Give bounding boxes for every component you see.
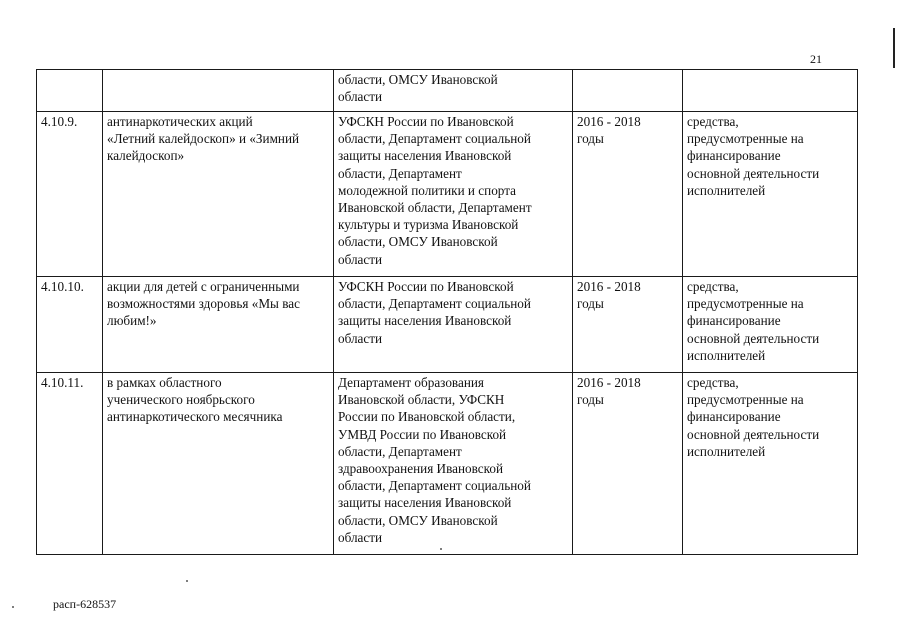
executors-line: Департамент образования bbox=[338, 375, 484, 390]
executors-line: области bbox=[338, 529, 383, 545]
table-row bbox=[37, 112, 858, 277]
row-number-cell: 4.10.9. bbox=[37, 112, 103, 277]
executors-line: области, Департамент bbox=[338, 443, 462, 459]
measure-name-line: антинаркотических акций bbox=[107, 114, 253, 129]
executors-line: России по Ивановской области, bbox=[338, 409, 516, 425]
measures-table bbox=[36, 69, 858, 555]
term-line: годы bbox=[577, 296, 604, 312]
funding-cell bbox=[683, 112, 858, 277]
term-line: 2016 - 2018 bbox=[577, 279, 641, 294]
executors-line: области, ОМСУ Ивановской bbox=[338, 512, 498, 528]
funding-cell bbox=[683, 373, 858, 555]
row-number-cell bbox=[37, 70, 103, 112]
executors-line: области, ОМСУ Ивановской bbox=[338, 234, 498, 250]
executors-cell bbox=[334, 70, 573, 112]
measure-name-cell bbox=[103, 70, 334, 112]
measure-name-cell bbox=[103, 277, 334, 373]
measure-name-line: антинаркотического месячника bbox=[107, 409, 283, 425]
page-number: 21 bbox=[810, 52, 822, 66]
funding-cell bbox=[683, 277, 858, 373]
funding-line: предусмотренные на bbox=[687, 296, 804, 312]
funding-line: финансирование bbox=[687, 148, 781, 164]
funding-line: предусмотренные на bbox=[687, 131, 804, 147]
funding-line: основной деятельности bbox=[687, 426, 820, 442]
term-cell bbox=[573, 277, 683, 373]
executors-line: области, Департамент социальной bbox=[338, 478, 531, 494]
funding-line: средства, bbox=[687, 114, 739, 129]
term-line: годы bbox=[577, 131, 604, 147]
funding-line: предусмотренные на bbox=[687, 392, 804, 408]
measure-name-cell bbox=[103, 112, 334, 277]
executors-line: УМВД России по Ивановской bbox=[338, 426, 507, 442]
measure-name-line: ученического ноябрьского bbox=[107, 392, 255, 408]
term-cell bbox=[573, 112, 683, 277]
measure-name-line: акции для детей с ограниченными bbox=[107, 279, 300, 294]
executors-line: области, Департамент социальной bbox=[338, 296, 531, 312]
funding-line: основной деятельности bbox=[687, 165, 820, 181]
term-line: годы bbox=[577, 392, 604, 408]
executors-line: области bbox=[338, 330, 383, 346]
funding-line: финансирование bbox=[687, 313, 781, 329]
funding-line: основной деятельности bbox=[687, 330, 820, 346]
scan-speck bbox=[186, 580, 188, 582]
term-cell bbox=[573, 70, 683, 112]
table-row bbox=[37, 70, 858, 112]
funding-line: средства, bbox=[687, 375, 739, 390]
scan-speck bbox=[440, 548, 442, 550]
executors-line: Ивановской области, Департамент bbox=[338, 200, 532, 216]
executors-line: защиты населения Ивановской bbox=[338, 313, 512, 329]
scan-edge-mark bbox=[893, 28, 895, 68]
measure-name-line: калейдоскоп» bbox=[107, 148, 185, 164]
funding-cell bbox=[683, 70, 858, 112]
executors-line: культуры и туризма Ивановской bbox=[338, 217, 519, 233]
executors-cell bbox=[334, 112, 573, 277]
funding-line: исполнителей bbox=[687, 182, 766, 198]
measure-name-cell bbox=[103, 373, 334, 555]
executors-line: УФСКН России по Ивановской bbox=[338, 114, 514, 129]
executors-line: защиты населения Ивановской bbox=[338, 495, 512, 511]
document-code: расп-628537 bbox=[53, 597, 117, 611]
executors-line: области bbox=[338, 251, 383, 267]
executors-cell bbox=[334, 277, 573, 373]
funding-line: средства, bbox=[687, 279, 739, 294]
executors-line: УФСКН России по Ивановской bbox=[338, 279, 514, 294]
executors-line: молодежной политики и спорта bbox=[338, 182, 516, 198]
executors-line: области, Департамент bbox=[338, 165, 462, 181]
measure-name-line: возможностями здоровья «Мы вас bbox=[107, 296, 300, 312]
executors-line: Ивановской области, УФСКН bbox=[338, 392, 505, 408]
measure-name-line: в рамках областного bbox=[107, 375, 222, 390]
term-line: 2016 - 2018 bbox=[577, 375, 641, 390]
table-row bbox=[37, 373, 858, 555]
executors-line: защиты населения Ивановской bbox=[338, 148, 512, 164]
funding-line: исполнителей bbox=[687, 347, 766, 363]
executors-line: здравоохранения Ивановской bbox=[338, 461, 504, 477]
measure-name-line: любим!» bbox=[107, 313, 157, 329]
funding-line: исполнителей bbox=[687, 443, 766, 459]
executors-line: области, Департамент социальной bbox=[338, 131, 531, 147]
funding-line: финансирование bbox=[687, 409, 781, 425]
row-number-cell: 4.10.10. bbox=[37, 277, 103, 373]
scan-speck bbox=[12, 606, 14, 608]
executors-line: области, ОМСУ Ивановской bbox=[338, 72, 498, 87]
term-cell bbox=[573, 373, 683, 555]
executors-cell bbox=[334, 373, 573, 555]
executors-line: области bbox=[338, 89, 383, 105]
row-number-cell: 4.10.11. bbox=[37, 373, 103, 555]
term-line: 2016 - 2018 bbox=[577, 114, 641, 129]
table-row bbox=[37, 277, 858, 373]
measure-name-line: «Летний калейдоскоп» и «Зимний bbox=[107, 131, 300, 147]
